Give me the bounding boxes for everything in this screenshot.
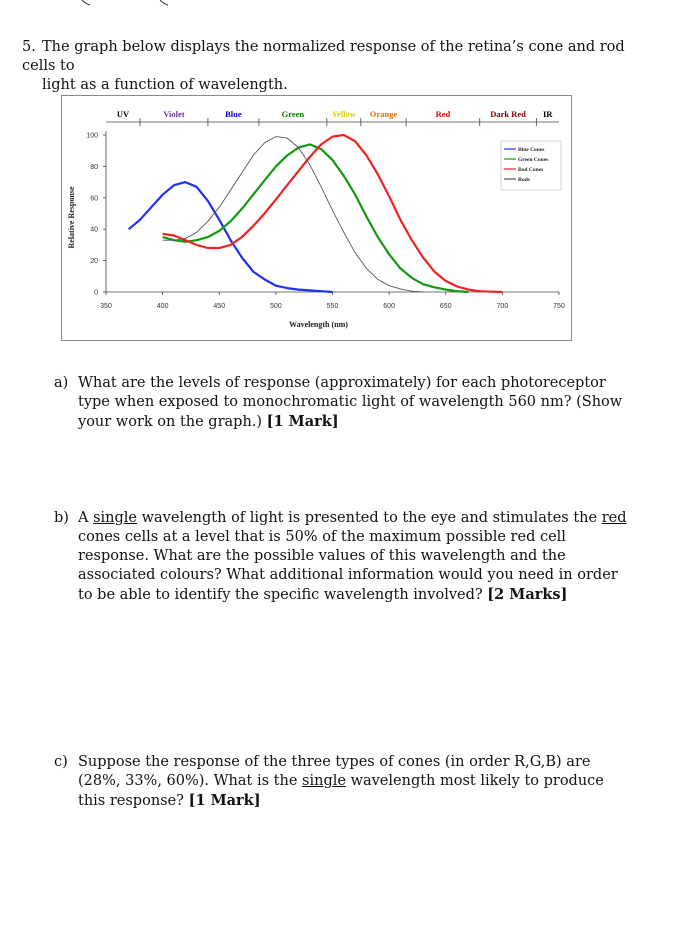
y-tick-label: 100 [86,132,98,140]
band-label: Green [281,109,305,119]
band-label: Yellow [331,109,356,119]
chart-svg [62,96,571,340]
x-tick-label: 550 [326,303,339,310]
band-label: Dark Red [490,109,526,119]
part-c-text-pre: Suppose the response of the three types of cones (in order R,G,B) are (28%, 33%, 60%). What is the [78,754,591,789]
part-c-marks: [1 Mark] [188,792,261,809]
legend-label: Blue Cones [518,147,545,153]
band-label: Blue [225,109,242,119]
series-line-rods [163,137,424,292]
question-text-line1: The graph below displays the normalized response of the retina’s cone and rod cells to [22,39,625,74]
series-line-green-cones [163,144,469,292]
x-tick-label: 350 [100,303,112,310]
part-c-underline-single: single [302,773,346,789]
legend-label: Rods [518,177,530,183]
x-axis-title: Wavelength (nm) [289,320,348,329]
part-a [54,374,630,432]
band-label: Violet [163,109,185,119]
y-tick-label: 40 [90,226,98,234]
band-label: Orange [369,109,398,119]
y-tick-label: 80 [90,163,98,171]
question-title [22,38,642,95]
part-b-text-pre: A [78,510,89,526]
y-axis-title: Relative Response [67,186,76,249]
question-number: 5. [22,39,36,55]
x-tick-label: 400 [156,303,169,310]
part-b-label: b) [54,510,69,526]
band-label: UV [116,109,130,119]
part-b [54,509,630,605]
x-tick-label: 450 [213,303,226,310]
part-a-text: What are the levels of response (approximately) for each photoreceptor type when exposed to monochromatic light of wavelength 560 nm? (Show your work on the graph.) [78,375,623,430]
x-tick-label: 700 [496,303,509,310]
previous-question-fragment [78,0,178,6]
question-text-line2: light as a function of wavelength. [42,77,288,93]
part-a-marks: [1 Mark] [266,413,339,430]
x-tick-label: 650 [439,303,452,310]
x-tick-label: 750 [553,303,565,310]
series-line-blue-cones [129,182,333,292]
band-label: Red [435,109,451,119]
part-a-label: a) [54,375,69,391]
y-tick-label: 20 [90,258,98,266]
y-tick-label: 60 [90,195,98,203]
part-b-marks: [2 Marks] [487,586,568,603]
part-b-text-mid: wavelength of light is presented to the eye and stimulates the [141,510,598,526]
part-c-label: c) [54,754,68,770]
x-tick-label: 600 [383,303,395,310]
y-tick-label: 0 [94,289,98,297]
part-b-underline-single: single [93,510,138,526]
band-label: IR [542,109,553,119]
legend-label: Green Cones [518,157,549,163]
part-b-underline-red: red [601,510,627,526]
part-c-text-post: wavelength most likely to produce this response? [78,773,604,809]
spectral-response-chart [61,95,572,341]
series-line-red-cones [163,135,503,292]
part-c [54,753,630,811]
part-b-text-post: cones cells at a level that is 50% of the maximum possible red cell response. What are the possible values of this wavelength and the associated colours? What additional information would you need in order to be able to identify the specific wavelength involved? [78,529,618,603]
legend-label: Red Cones [518,167,544,173]
x-tick-label: 500 [270,303,282,310]
